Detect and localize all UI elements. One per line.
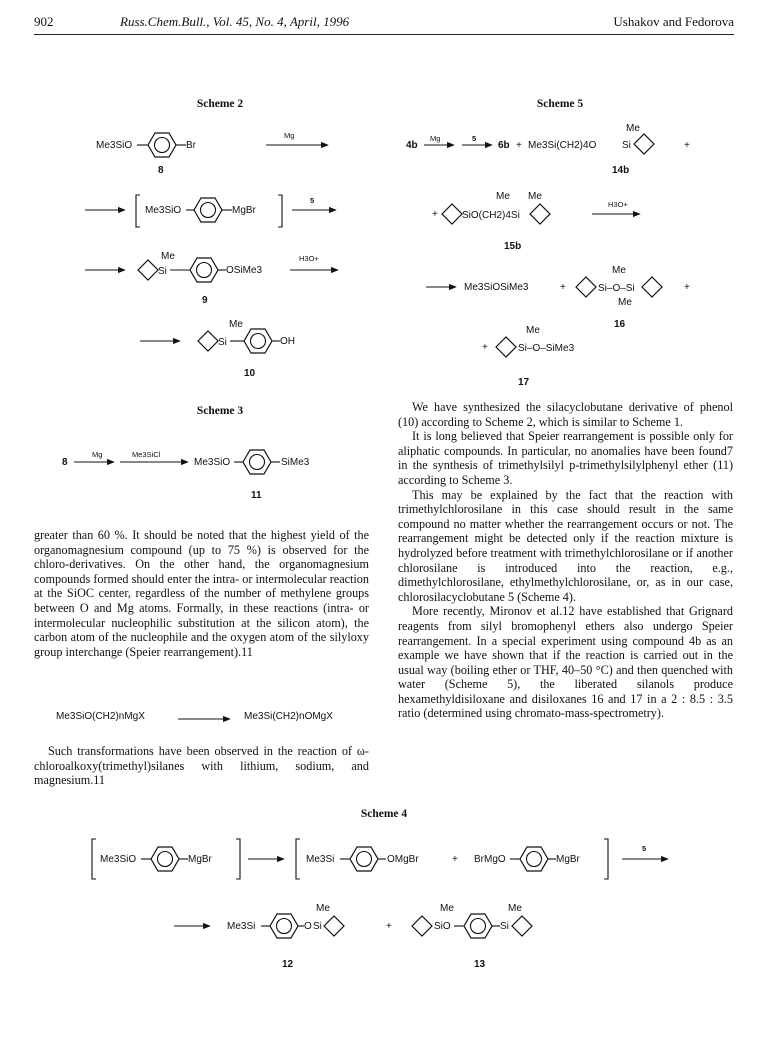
- scheme-3-figure: [40, 425, 380, 505]
- benzene-ring-icon: [520, 847, 548, 871]
- benzene-ring-icon: [464, 914, 492, 938]
- benzene-ring-icon: [243, 450, 271, 474]
- running-header: [34, 14, 734, 32]
- s2-oh: OH: [280, 336, 295, 347]
- s2-mg-label: Mg: [284, 131, 295, 140]
- s2-si-2: Si: [218, 337, 227, 348]
- s5-plus-3: +: [432, 209, 438, 220]
- paragraph: We have synthesized the silacyclobutane derivative of phenol (10) according to Scheme 2, which is similar to Scheme 1.: [398, 400, 733, 429]
- s5-compound-15b: 15b: [504, 241, 522, 252]
- s4-me: Me: [316, 903, 330, 914]
- scheme-3-title: Scheme 3: [196, 405, 244, 417]
- s2-me3sio-2: Me3SiO: [145, 205, 182, 216]
- s5-reagent-5: 5: [472, 134, 477, 143]
- s2-compound-8: 8: [158, 165, 164, 176]
- s5-si-o-sime3: Si–O–SiMe3: [518, 343, 575, 354]
- s2-osime3: OSiMe3: [226, 265, 263, 276]
- paragraph: More recently, Mironov et al.12 have established that Grignard reagents from silyl bromophenyl ethers also undergo Speier rearrangement. In a special experiment using compound 4b as an example we have shown that if the reaction is carried out in the usual way (boiling ether or THF, 40–50 °C) and then quenched with water (Scheme 5), the liberated silanols produce hexamethyldisiloxane and disiloxanes 16 and 17 in a 2 : 8.5 : 3.5 ratio (determined using chromato-mass-spectrometry).: [398, 604, 733, 721]
- scheme-4-figure: [34, 825, 734, 995]
- cyclobutane-ring-icon: [530, 204, 550, 224]
- cyclobutane-ring-icon: [138, 260, 158, 280]
- s4-me3sio: Me3SiO: [100, 854, 137, 865]
- s5-si-o-si: Si–O–Si: [598, 283, 635, 294]
- paragraph: This may be explained by the fact that the reaction with trimethylchlorosilane in this case should result in the same compound no matter whether the rearrangement occurs or not. The rearrangement might be detected only if the reaction mixture is hydrolyzed before treatment with trimethylchlorosilane or if another chlorosilane is introduced into the reaction, e.g., dimethylchlorosilane, ethylmethylchlorosilane, or, as in our case, chlorosilacyclobutane 5 (Scheme 4).: [398, 487, 733, 604]
- cyclobutane-ring-icon: [324, 916, 344, 936]
- s5-me-4: Me: [612, 265, 626, 276]
- s2-me3sio-label: Me3SiO: [96, 140, 133, 151]
- cyclobutane-ring-icon: [642, 277, 662, 297]
- s4-compound-13: 13: [474, 959, 486, 970]
- s4-sio: SiO: [434, 921, 451, 932]
- s4-mgbr: MgBr: [188, 854, 212, 865]
- s4-si: Si: [313, 921, 322, 932]
- scheme-2-figure: [40, 115, 380, 425]
- s5-compound-6b: 6b: [498, 140, 510, 151]
- scheme-5-title: Scheme 5: [536, 98, 584, 110]
- paragraph: Such transformations have been observed in the reaction of ω-chloroalkoxy(trimethyl)silanes with lithium, sodium, and magnesium.11: [34, 744, 369, 788]
- s5-me-6: Me: [526, 325, 540, 336]
- s4-si-2: Si: [500, 921, 509, 932]
- benzene-ring-icon: [244, 329, 272, 353]
- s2-me: Me: [161, 251, 175, 262]
- s5-plus: +: [516, 140, 522, 151]
- s4-mgbr-2: MgBr: [556, 854, 580, 865]
- s4-compound-12: 12: [282, 959, 294, 970]
- benzene-ring-icon: [151, 847, 179, 871]
- s4-me3si: Me3Si: [306, 854, 335, 865]
- s5-me-2: Me: [496, 191, 510, 202]
- cyclobutane-ring-icon: [198, 331, 218, 351]
- cyclobutane-ring-icon: [634, 134, 654, 154]
- s2-si: Si: [158, 266, 167, 277]
- benzene-ring-icon: [350, 847, 378, 871]
- equation-arrow-icon: [176, 714, 236, 724]
- cyclobutane-ring-icon: [576, 277, 596, 297]
- s5-plus-2: +: [684, 140, 690, 151]
- s5-compound-16: 16: [614, 319, 626, 330]
- page-number: 902: [34, 14, 54, 29]
- s5-si: Si: [622, 140, 631, 151]
- s5-plus-5: +: [684, 282, 690, 293]
- s4-me3si-2: Me3Si: [227, 921, 256, 932]
- s2-compound-10: 10: [244, 368, 256, 379]
- s5-mg: Mg: [430, 134, 441, 143]
- s5-me-5: Me: [618, 297, 632, 308]
- s4-plus-2: +: [386, 921, 392, 932]
- s3-compound-8: 8: [62, 457, 68, 468]
- left-column-text: [34, 528, 369, 659]
- s5-compound-14b: 14b: [612, 165, 630, 176]
- s2-br-label: Br: [186, 140, 196, 151]
- benzene-ring-icon: [148, 133, 176, 157]
- s2-me-2: Me: [229, 319, 243, 330]
- s4-reagent-5: 5: [642, 844, 647, 853]
- cyclobutane-ring-icon: [496, 337, 516, 357]
- right-column-text: [398, 400, 733, 721]
- left-column-text-2: [34, 744, 369, 788]
- benzene-ring-icon: [270, 914, 298, 938]
- s5-plus-6: +: [482, 342, 488, 353]
- s2-mgbr: MgBr: [232, 205, 256, 216]
- s5-h3o: H3O+: [608, 200, 628, 209]
- s3-me3sio: Me3SiO: [194, 457, 231, 468]
- s4-plus: +: [452, 854, 458, 865]
- equation-right: Me3Si(CH2)nOMgX: [244, 711, 333, 722]
- s3-sime3: SiMe3: [281, 457, 310, 468]
- s3-mg: Mg: [92, 450, 103, 459]
- s4-omgbr: OMgBr: [387, 854, 419, 865]
- equation-left: Me3SiO(CH2)nMgX: [56, 711, 145, 722]
- s3-compound-11: 11: [251, 490, 262, 501]
- s4-me-3: Me: [508, 903, 522, 914]
- cyclobutane-ring-icon: [412, 916, 432, 936]
- scheme-5-figure: [400, 115, 740, 395]
- scheme-4-title: Scheme 4: [360, 808, 408, 820]
- header-rule: [34, 34, 734, 35]
- s5-compound-4b: 4b: [406, 140, 418, 151]
- s2-h3o: H3O+: [299, 254, 319, 263]
- s5-me-3: Me: [528, 191, 542, 202]
- s4-brmgo: BrMgO: [474, 854, 506, 865]
- paragraph: greater than 60 %. It should be noted that the highest yield of the organomagnesium compound (up to 75 %) is observed for the chloro-derivatives. On the other hand, the organomagnesium compounds formed should enter the intra- or intermolecular reaction at the SiOC center, regardless of the number of methylene groups between O and Mg atoms. Formally, in these reactions (intra- or intermolecular nucleophilic substitution at the silicon atom), the carbon atom of the nucleophile and the oxygen atom of the silyloxy group interchange (Speier rearrangement).11: [34, 528, 369, 659]
- s5-me: Me: [626, 123, 640, 134]
- s4-me-2: Me: [440, 903, 454, 914]
- cyclobutane-ring-icon: [512, 916, 532, 936]
- s4-o: O: [304, 921, 312, 932]
- s2-compound-9: 9: [202, 295, 208, 306]
- scheme-2-title: Scheme 2: [196, 98, 244, 110]
- s5-me3si-chain: Me3Si(CH2)4O: [528, 140, 597, 151]
- s5-hexamethyldisiloxane: Me3SiOSiMe3: [464, 282, 529, 293]
- s3-me3sicl: Me3SiCl: [132, 450, 161, 459]
- s5-plus-4: +: [560, 282, 566, 293]
- benzene-ring-icon: [190, 258, 218, 282]
- benzene-ring-icon: [194, 198, 222, 222]
- s2-reagent-5: 5: [310, 196, 315, 205]
- journal-citation: Russ.Chem.Bull., Vol. 45, No. 4, April, 1996: [120, 14, 350, 29]
- running-authors: Ushakov and Fedorova: [613, 14, 734, 29]
- s5-sio-chain: SiO(CH2)4Si: [462, 210, 520, 221]
- s5-compound-17: 17: [518, 377, 530, 388]
- cyclobutane-ring-icon: [442, 204, 462, 224]
- paragraph: It is long believed that Speier rearrangement is possible only for aliphatic compounds. In particular, no anomalies have been found7 in the synthesis of trimethylsilyl p-trimethylsilylphenyl ether (11) according to Scheme 3.: [398, 429, 733, 487]
